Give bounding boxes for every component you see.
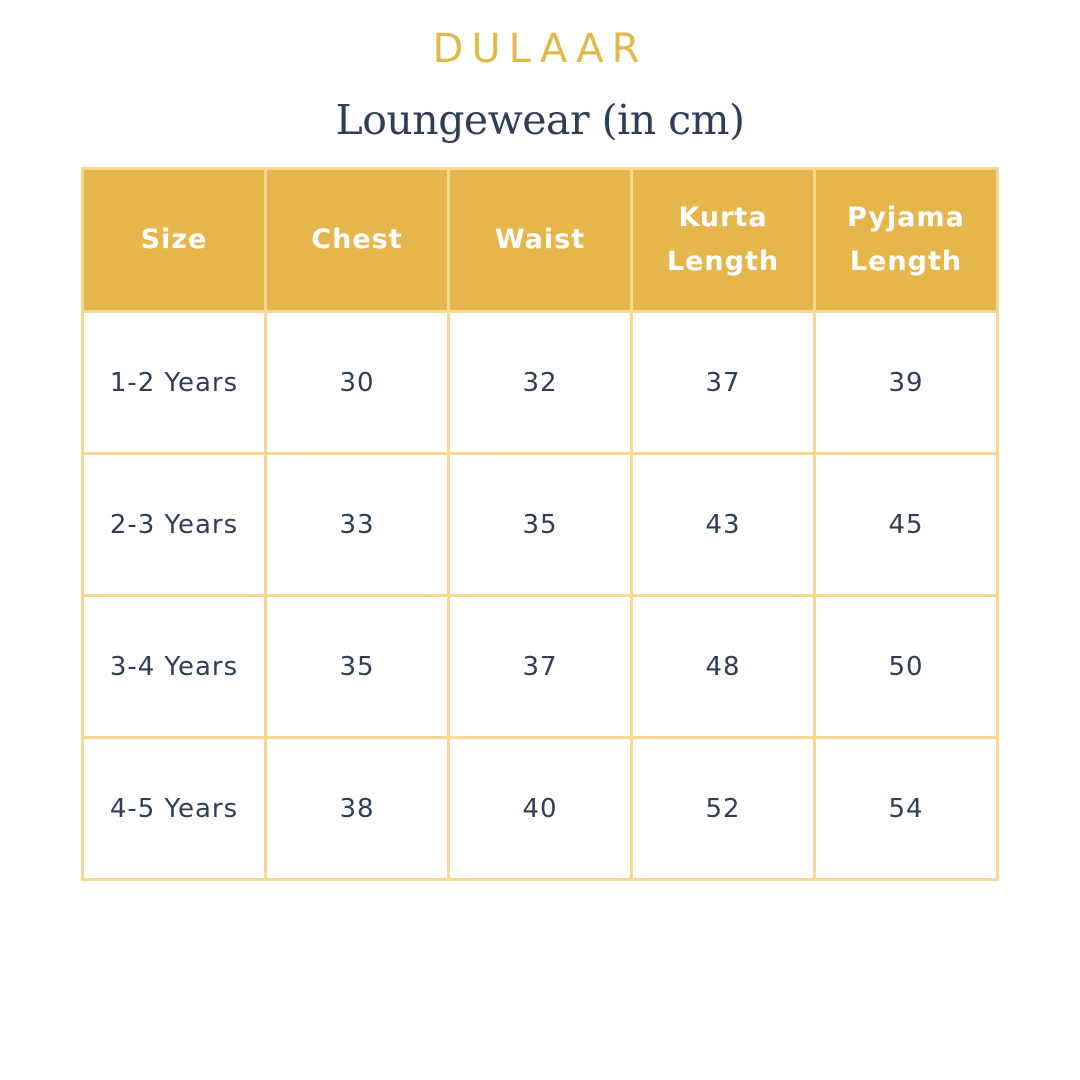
cell-pyjama-length: 54 — [815, 738, 998, 880]
cell-kurta-length: 37 — [632, 312, 815, 454]
cell-kurta-length: 52 — [632, 738, 815, 880]
cell-pyjama-length: 39 — [815, 312, 998, 454]
cell-kurta-length: 48 — [632, 596, 815, 738]
table-row — [83, 454, 998, 596]
header-size-label: Size — [140, 224, 208, 255]
header-kurta-length-line-1: Kurta — [678, 202, 768, 233]
header-chest-label: Chest — [311, 224, 403, 255]
brand-logo: DULAAR — [432, 26, 648, 72]
cell-size: 3-4 Years — [83, 596, 266, 738]
cell-size: 4-5 Years — [83, 738, 266, 880]
cell-size: 1-2 Years — [83, 312, 266, 454]
size-chart-table — [81, 167, 999, 881]
cell-kurta-length: 43 — [632, 454, 815, 596]
cell-pyjama-length: 50 — [815, 596, 998, 738]
cell-waist: 40 — [449, 738, 632, 880]
cell-waist: 37 — [449, 596, 632, 738]
header-waist — [449, 169, 632, 312]
header-pyjama-length — [815, 169, 998, 312]
header-kurta-length-line-2: Length — [666, 246, 780, 277]
header-waist-label: Waist — [494, 224, 586, 255]
table-row — [83, 738, 998, 880]
header-kurta-length — [632, 169, 815, 312]
table-row — [83, 312, 998, 454]
header-pyjama-length-line-1: Pyjama — [847, 202, 965, 233]
cell-waist: 32 — [449, 312, 632, 454]
cell-chest: 30 — [266, 312, 449, 454]
cell-chest: 38 — [266, 738, 449, 880]
header-row — [83, 169, 998, 312]
header-size — [83, 169, 266, 312]
table-row — [83, 596, 998, 738]
cell-chest: 35 — [266, 596, 449, 738]
table-header — [83, 169, 998, 312]
header-chest — [266, 169, 449, 312]
cell-pyjama-length: 45 — [815, 454, 998, 596]
header-pyjama-length-line-2: Length — [849, 246, 963, 277]
cell-chest: 33 — [266, 454, 449, 596]
cell-waist: 35 — [449, 454, 632, 596]
page-title: Loungewear (in cm) — [335, 96, 745, 144]
cell-size: 2-3 Years — [83, 454, 266, 596]
table-body — [83, 312, 998, 880]
